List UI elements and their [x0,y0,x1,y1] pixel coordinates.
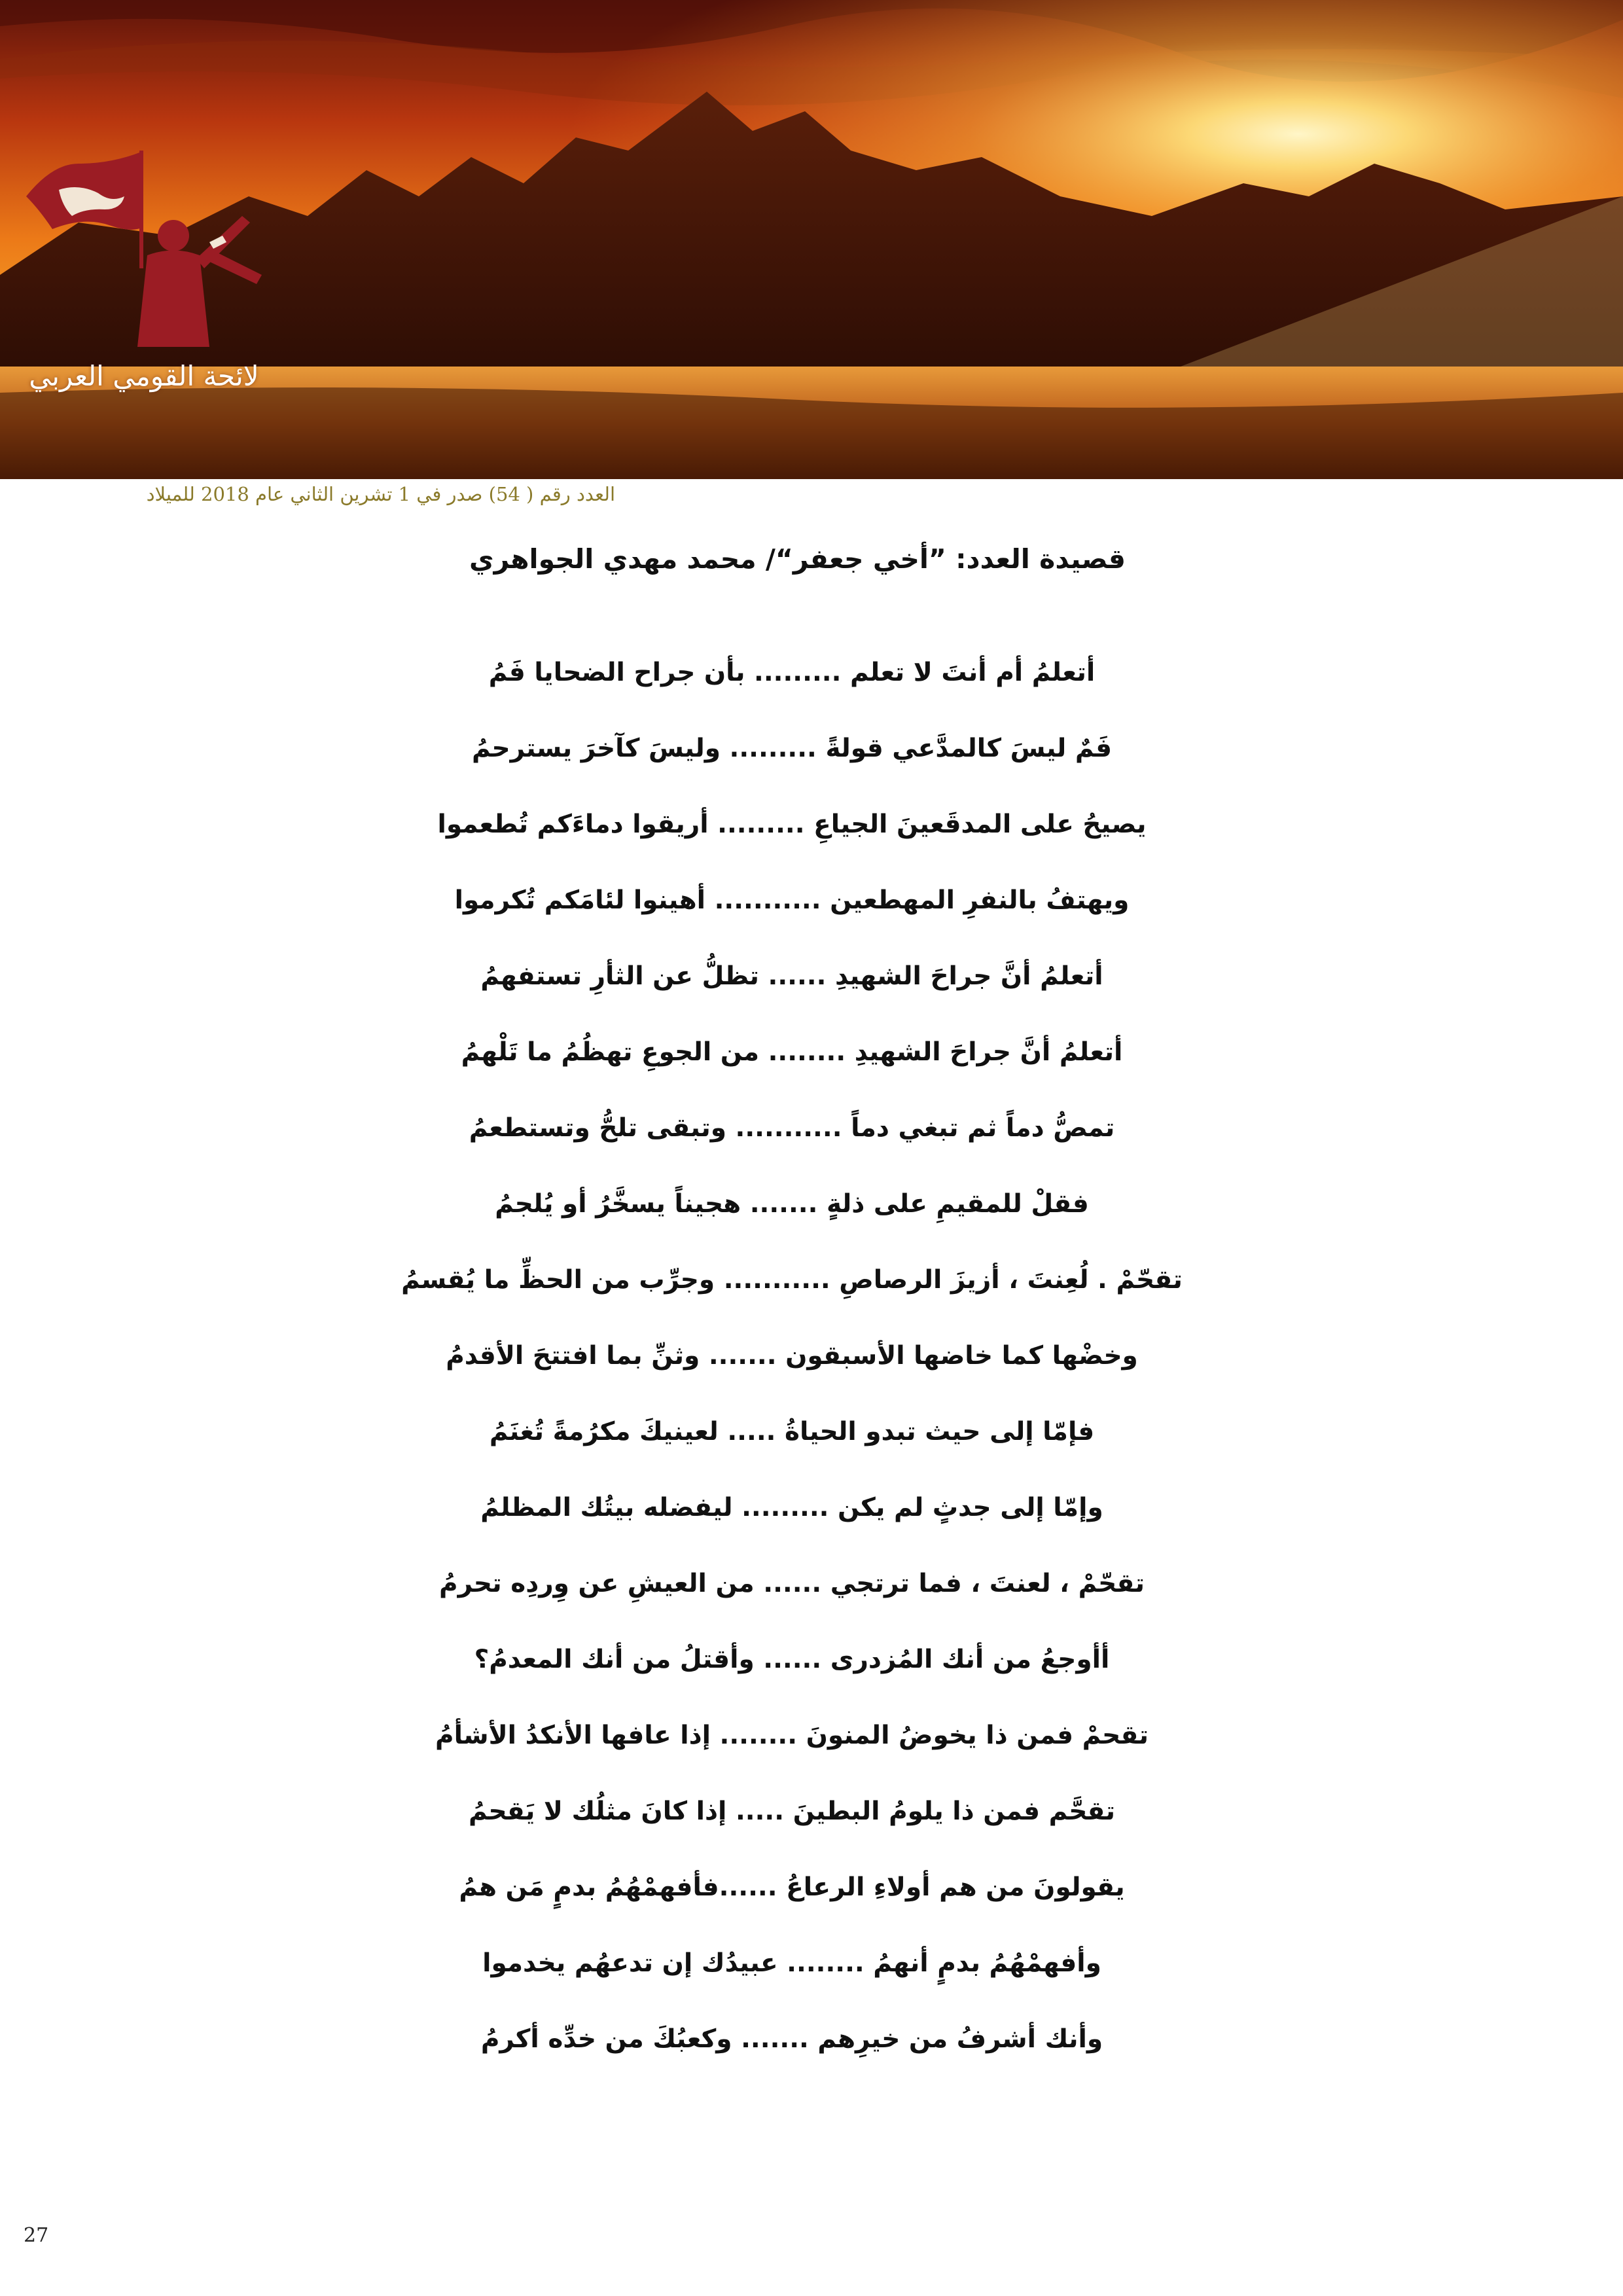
poem-verse: فَمٌ ليسَ كالمدَّعي قولةً ......... وليسَ كآخرَ يسترحمُ [471,734,1113,763]
poem-verse: تقحّمْ . لُعِنتَ ، أزيزَ الرصاصِ ........... وجرِّب من الحظِّ ما يُقسمُ [401,1265,1183,1295]
issue-info: العدد رقم ( 54) صدر في 1 تشرين الثاني عام 2018 للميلاد [146,483,615,505]
logo [13,144,288,406]
poem-verse: وخضْها كما خاضها الأسبقون ....... وثنِّ بما افتتحَ الأقدمُ [446,1341,1138,1371]
poem-verse: ويهتفُ بالنفرِ المهطعين ........... أهينوا لئامَكم تُكرموا [454,886,1130,915]
poem-verse: أتعلمُ أم أنتَ لا تعلم ......... بأن جراح الضحايا فَمُ [488,658,1096,687]
poem-verse: يقولونَ من هم أولاءِ الرعاعُ ......فأفهمْهُمُ بدمٍ مَن همُ [459,1873,1125,1902]
poem-verse: تقحّمْ ، لعنتَ ، فما ترتجي ...... من العيشِ عن وِردِه تحرمُ [439,1569,1145,1598]
poem-verse: وأنك أشرفُ من خيرِهم ....... وكعبُكَ من خدِّه أكرمُ [480,2024,1103,2054]
poem-title: قصيدة العدد: ”أخي جعفر“/ محمد مهدي الجواهري [469,543,1126,575]
poem-verse: تقحمْ فمن ذا يخوضُ المنونَ ........ إذا عافها الأنكدُ الأشأمُ [435,1721,1149,1750]
poem-verse: وإمّا إلى جدثٍ لم يكن ......... ليفضله بيتُك المظلمُ [480,1493,1103,1522]
poem-verse: تقحَّم فمن ذا يلومُ البطينَ ..... إذا كانَ مثلُك لا يَقحمُ [468,1797,1116,1826]
flag-fighter-icon [13,144,288,360]
poem-verse: يصيحُ على المدقَعينَ الجياعِ ......... أريقوا دماءَكم تُطعموا [437,810,1147,839]
poem-verse: أتعلمُ أنَّ جراحَ الشهيدِ ...... تظلُّ عن الثأرِ تستفهمُ [480,961,1103,991]
poem-verse: تمصُّ دماً ثم تبغي دماً ........... وتبقى تلحُّ وتستطعمُ [469,1113,1115,1143]
logo-text: لائحة القومي العربي [29,360,259,392]
header-banner [0,0,1623,479]
poem-verse: أتعلمُ أنَّ جراحَ الشهيدِ ........ من الجوعِ تهظُمُ ما تَلْهمُ [461,1037,1123,1067]
poem-verse: فقلْ للمقيمِ على ذلةٍ ....... هجيناً يسخَّرُ أو يُلجمُ [495,1189,1089,1219]
poem-verse: أأوجعُ من أنك المُزدرى ...... وأقتلُ من أنك المعدمُ؟ [474,1645,1110,1674]
poem-verse: وأفهمْهُمُ بدمٍ أنهمُ ........ عبيدُك إن تدعهُم يخدموا [482,1948,1101,1978]
poem-verse: فإمّا إلى حيث تبدو الحياةُ ..... لعينيكَ مكرُمةً تُغنَمُ [489,1417,1095,1446]
poem-body [366,655,1217,2097]
page-number: 27 [24,2224,49,2247]
